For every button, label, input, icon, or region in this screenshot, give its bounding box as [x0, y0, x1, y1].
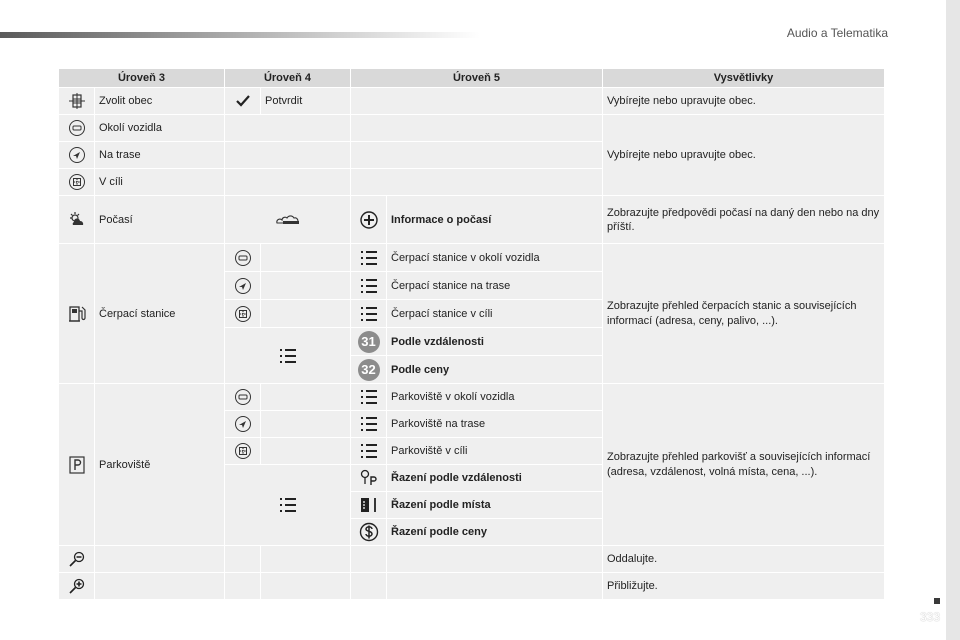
info-plus-icon [351, 196, 387, 244]
table-row [59, 546, 885, 573]
explanation-text: Vybírejte nebo upravujte obec. [603, 88, 885, 115]
city-grid-icon [59, 88, 95, 115]
level5-weather-info: Informace o počasí [387, 196, 603, 244]
header-explanation: Vysvětlivky [603, 69, 885, 88]
destination-icon [225, 438, 261, 465]
list-icon [351, 411, 387, 438]
callout-badge: 31 [358, 331, 380, 353]
header-level-5: Úroveň 5 [351, 69, 603, 88]
level3-weather: Počasí [95, 196, 225, 244]
check-icon [225, 88, 261, 115]
parking-spaces-icon [351, 492, 387, 519]
around-vehicle-icon [225, 244, 261, 272]
page-header-title: Audio a Telematika [786, 26, 888, 40]
level5-parking-around: Parkoviště v okolí vozidla [387, 384, 603, 411]
list-icon [351, 244, 387, 272]
weather-icon [59, 196, 95, 244]
distance-pin-icon [351, 465, 387, 492]
table-header-row [59, 69, 885, 88]
level3-choose-city: Zvolit obec [95, 88, 225, 115]
explanation-text: Přibližujte. [603, 573, 885, 600]
explanation-text: Oddalujte. [603, 546, 885, 573]
on-route-icon [59, 142, 95, 169]
on-route-icon [225, 272, 261, 300]
destination-icon [225, 300, 261, 328]
level3-around-vehicle: Okolí vozidla [95, 115, 225, 142]
list-icon [351, 384, 387, 411]
level3-at-destination: V cíli [95, 169, 225, 196]
level3-parking: Parkoviště [95, 384, 225, 546]
level4-confirm: Potvrdit [261, 88, 351, 115]
level5-fuel-route: Čerpací stanice na trase [387, 272, 603, 300]
weather-wide-icon [225, 196, 351, 244]
table-row [59, 88, 885, 115]
list-icon [225, 328, 351, 384]
side-strip [946, 0, 960, 640]
around-vehicle-icon [59, 115, 95, 142]
table-row [59, 573, 885, 600]
destination-icon [59, 169, 95, 196]
level5-parking-route: Parkoviště na trase [387, 411, 603, 438]
page-number: 333 [919, 610, 940, 624]
level5-sort-distance: Řazení podle vzdálenosti [387, 465, 603, 492]
table-row [59, 384, 885, 411]
level5-sort-spaces: Řazení podle místa [387, 492, 603, 519]
list-icon [351, 438, 387, 465]
level5-fuel-around: Čerpací stanice v okolí vozidla [387, 244, 603, 272]
navigation-menu-table [58, 68, 885, 600]
page-marker [934, 598, 940, 604]
header-level-3: Úroveň 3 [59, 69, 225, 88]
header-gradient-bar [0, 32, 480, 38]
level3-on-route: Na trase [95, 142, 225, 169]
explanation-text: Zobrazujte předpovědi počasí na daný den nebo na dny příští. [603, 196, 885, 244]
callout-badge: 32 [358, 359, 380, 381]
dollar-icon [351, 519, 387, 546]
table-row [59, 115, 885, 142]
table-row [59, 244, 885, 272]
zoom-in-icon [59, 573, 95, 600]
level3-fuel-stations: Čerpací stanice [95, 244, 225, 384]
list-icon [225, 465, 351, 546]
explanation-text: Zobrazujte přehled čerpacích stanic a souvisejících informací (adresa, ceny, palivo, ...). [603, 244, 885, 384]
level5-parking-destination: Parkoviště v cíli [387, 438, 603, 465]
level5-sort-price: Řazení podle ceny [387, 519, 603, 546]
explanation-text: Zobrazujte přehled parkovišť a souvisejících informací (adresa, vzdálenost, volná místa, cena, ...). [603, 384, 885, 546]
list-icon [351, 272, 387, 300]
level5-fuel-destination: Čerpací stanice v cíli [387, 300, 603, 328]
level5-by-price: Podle ceny [387, 356, 603, 384]
header-level-4: Úroveň 4 [225, 69, 351, 88]
parking-icon [59, 384, 95, 546]
around-vehicle-icon [225, 384, 261, 411]
zoom-out-icon [59, 546, 95, 573]
list-icon [351, 300, 387, 328]
on-route-icon [225, 411, 261, 438]
explanation-text: Vybírejte nebo upravujte obec. [603, 115, 885, 196]
table-row [59, 196, 885, 244]
fuel-pump-icon [59, 244, 95, 384]
level5-by-distance: Podle vzdálenosti [387, 328, 603, 356]
